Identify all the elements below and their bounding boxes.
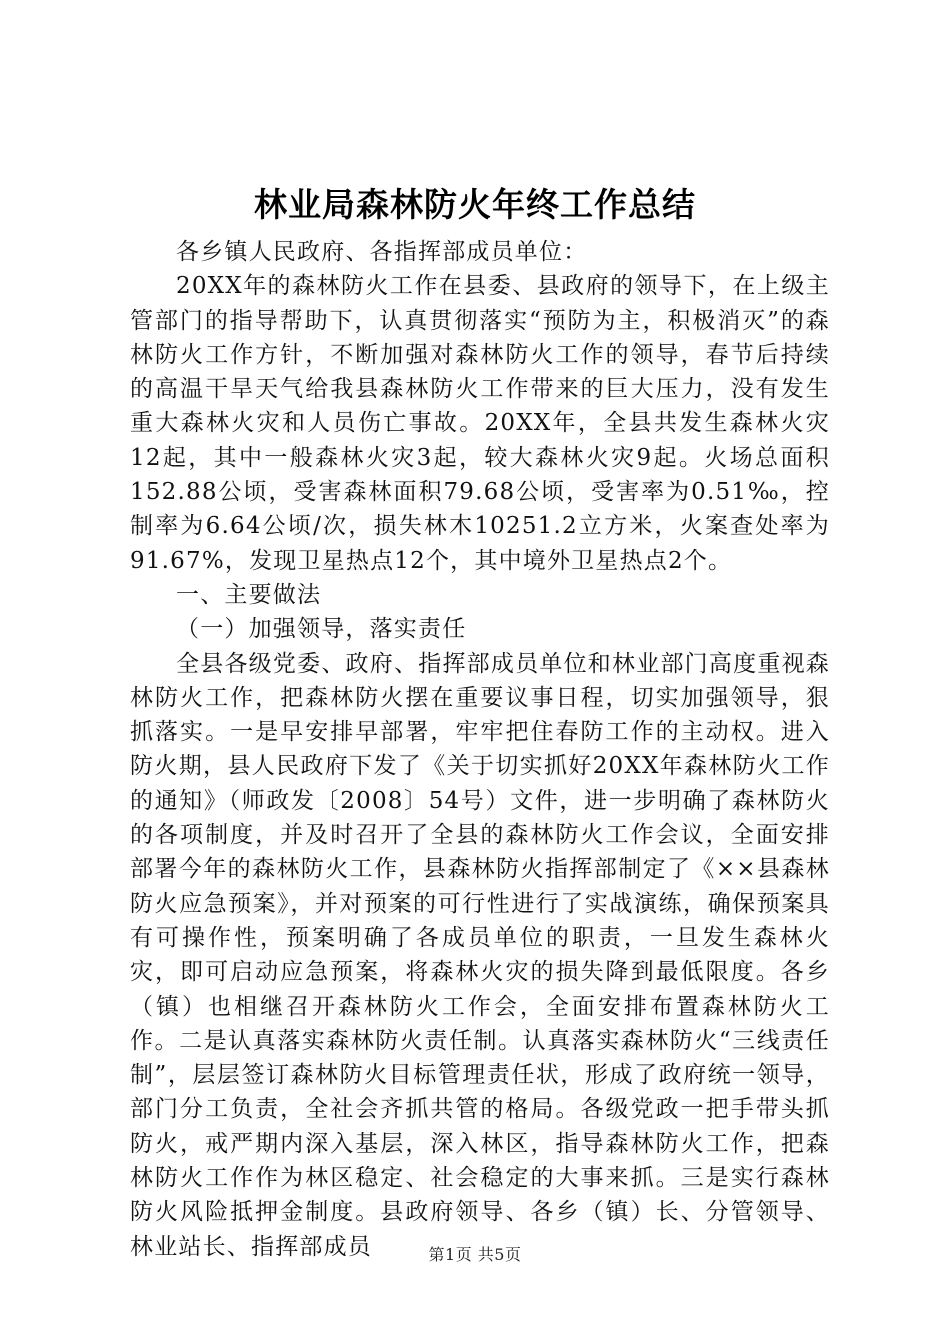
intro-paragraph: 20XX年的森林防火工作在县委、县政府的领导下，在上级主管部门的指导帮助下，认真贯彻落实“预防为主，积极消灭”的森林防火工作方针，不断加强对森林防火工作的领导，春节后持续的高温干旱天气给我县森林防火工作带来的巨大压力，没有发生重大森林火灾和人员伤亡事故。20XX年，全县共发生森林火灾12起，其中一般森林火灾3起，较大森林火灾9起。火场总面积152.88公顷，受害森林面积79.68公顷，受害率为0.51‰，控制率为6.64公顷/次，损失林木10251.2立方米，火案查处率为91.67%，发现卫星热点12个，其中境外卫星热点2个。 (130, 273, 830, 574)
page-number-footer: 第1页 共5页 (428, 1245, 522, 1264)
section-heading: 一、主要做法 (176, 581, 322, 608)
document-body (130, 235, 830, 1264)
subsection-heading: （一）加强领导，落实责任 (176, 616, 467, 643)
salutation-paragraph: 各乡镇人民政府、各指挥部成员单位： (176, 239, 588, 265)
body-paragraph: 全县各级党委、政府、指挥部成员单位和林业部门高度重视森林防火工作，把森林防火摆在重要议事日程，切实加强领导，狠抓落实。一是早安排早部署，牢牢把住春防工作的主动权。进入防火期，县人民政府下发了《关于切实抓好20XX年森林防火工作的通知》（师政发〔2008〕54号）文件，进一步明确了森林防火的各项制度，并及时召开了全县的森林防火工作会议，全面安排部署今年的森林防火工作，县森林防火指挥部制定了《××县森林防火应急预案》，并对预案的可行性进行了实战演练，确保预案具有可操作性，预案明确了各成员单位的职责，一旦发生森林火灾，即可启动应急预案，将森林火灾的损失降到最低限度。各乡（镇）也相继召开森林防火工作会，全面安排布置森林防火工作。二是认真落实森林防火责任制。认真落实森林防火“三线责任制”，层层签订森林防火目标管理责任状，形成了政府统一领导，部门分工负责，全社会齐抓共管的格局。各级党政一把手带头抓防火，戒严期内深入基层，深入林区，指导森林防火工作，把森林防火工作作为林区稳定、社会稳定的大事来抓。三是实行森林防火风险抵押金制度。县政府领导、各乡（镇）长、分管领导、林业站长、指挥部成员 (130, 650, 830, 1260)
document-title: 林业局森林防火年终工作总结 (254, 185, 696, 224)
